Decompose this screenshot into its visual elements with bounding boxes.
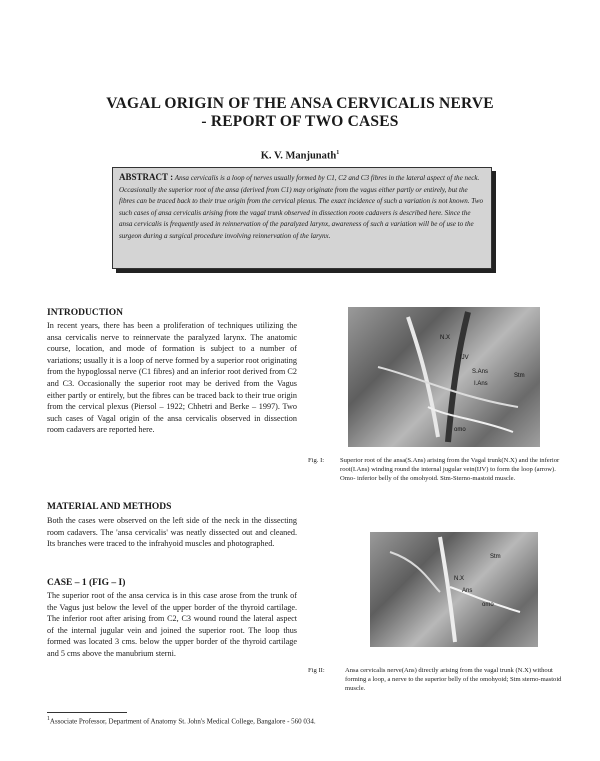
figure-2-nerve-lines xyxy=(370,532,538,647)
introduction-text: In recent years, there has been a proliferation of techniques utilizing the ansa cervicalis nerve to reinnervate the paralyzed larynx. The anatomic course, location, and mode of formation is subject to a number of variations; usually it is a loop of nerve formed by a superior root originating from the hypoglossal nerve (C1 fibres) and an inferior root derived from C2 and C3. Occasionally the superior root may be derived from the Vagus either partly or entirely, but the fibres can be traced back to their true origin from the cervical plexus (Piersol – 1922; Chhetri and Berke – 1997). Two such cases of Vagal origin of the ansa cervicalis observed in dissection room cadavers are reported here. xyxy=(47,321,297,435)
abstract-box xyxy=(112,167,492,269)
fig1-label-sans: S.Ans xyxy=(472,369,489,375)
methods-heading: MATERIAL AND METHODS xyxy=(47,502,172,512)
footnote xyxy=(47,716,316,725)
case1-heading: CASE – 1 (FIG – I) xyxy=(47,578,126,588)
figure-2-label: Fig II: xyxy=(308,667,325,674)
title-line-1: VAGAL ORIGIN OF THE ANSA CERVICALIS NERVE xyxy=(106,95,494,112)
footnote-text: Associate Professor, Department of Anatomy St. John's Medical College, Bangalore - 560 034. xyxy=(49,717,316,726)
footnote-mark: 1 xyxy=(47,716,50,722)
fig2-label-stm: Stm xyxy=(490,554,501,560)
fig2-label-nx: N.X xyxy=(454,576,465,582)
introduction-heading: INTRODUCTION xyxy=(47,308,124,318)
figure-1-nerve-lines xyxy=(348,307,540,447)
figure-1-photo xyxy=(348,307,540,447)
fig2-label-omo: omo xyxy=(482,602,494,608)
figure-1-label: Fig. I: xyxy=(308,457,325,464)
fig1-label-nx: N.X xyxy=(440,335,451,341)
methods-text: Both the cases were observed on the left side of the neck in the dissecting room cadavers. The 'ansa cervicalis' was neatly dissected out and cleaned. Its branches were traced to the infrahyoid muscles and photographed. xyxy=(47,516,297,549)
fig1-label-ijv: IJV xyxy=(460,355,469,361)
figure-2-photo xyxy=(370,532,538,647)
title-line-2: - REPORT OF TWO CASES xyxy=(201,113,399,130)
fig1-label-ians: I.Ans xyxy=(474,381,488,387)
abstract-label: ABSTRACT : xyxy=(119,172,174,182)
footer-rule xyxy=(47,712,127,713)
case1-text: The superior root of the ansa cervica is in this case arose from the trunk of the Vagus just below the level of the upper border of the thyroid cartilage. The inferior root after arising from C2, C3 wound round the lateral aspect of the internal jugular vein and joined the superior root. The loop thus formed was located 3 cms. below the upper border of the thyroid cartilage and 5 cms above the manubrium sterni. xyxy=(47,591,297,658)
fig1-label-stm: Stm xyxy=(514,373,525,379)
fig2-label-ans: Ans xyxy=(462,588,473,594)
fig1-label-omo: omo xyxy=(454,427,466,433)
author-name: K. V. Manjunath xyxy=(260,150,337,162)
abstract-text: Ansa cervicalis is a loop of nerves usually formed by C1, C2 and C3 fibres in the lateral aspect of the neck. Occasionally the superior root of the ansa (derived from C1) may originate from the vagus either partly or entirely, but the fibres can be traced back to their true origin from the cervical plexus. The exact incidence of such a variation is not known. Two such cases of ansa cervicalis arising from the vagal trunk observed in dissection room cadavers is described here. Since the ansa cervicalis is frequently used in reinnervation of the paralyzed larynx, awareness of such a variation will be of use to the surgeon during a surgical procedure involving reinnervation of the larynx. xyxy=(119,174,484,240)
author xyxy=(0,150,600,162)
figure-1-caption: Superior root of the ansa(S.Ans) arising from the Vagal trunk(N.X) and the inferior root(I.Ans) winding round the internal jugular vein(IJV) to form the loop (arrow). Omo- inferior belly of the omohyoid. Stm-Sterno-mastoid muscle. xyxy=(340,457,560,483)
figure-2-caption: Ansa cervicalis nerve(Ans) directly arising from the vagal trunk (N.X) without forming a loop, a nerve to the superior belly of the omohyoid; Stm sterno-mastoid muscle. xyxy=(345,667,562,693)
author-mark: 1 xyxy=(336,150,340,156)
